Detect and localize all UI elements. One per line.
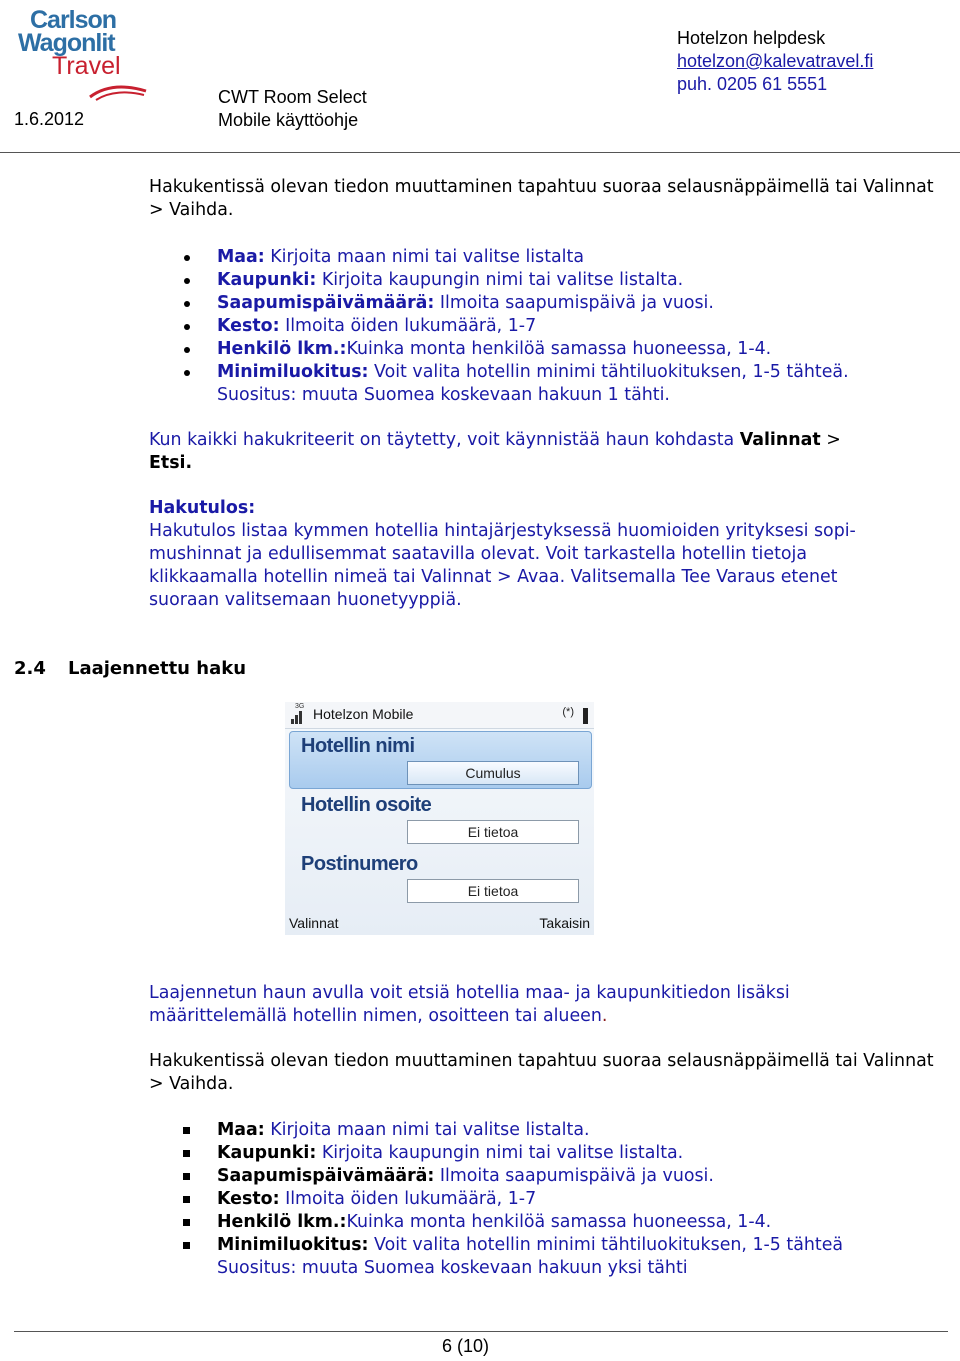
intro-change-info: Hakukentissä olevan tiedon muuttaminen tapahtuu suoraa selausnäppäimellä tai Valinnat > Vaihda. xyxy=(149,177,934,220)
logo-line-3: Travel xyxy=(52,52,121,80)
phone-status-bar xyxy=(285,702,594,729)
hotel-name-field[interactable]: Cumulus xyxy=(407,761,579,785)
document-date: 1.6.2012 xyxy=(14,109,85,129)
logo-line-2: Wagonlit xyxy=(18,29,115,57)
field-label-hotel-address: Hotellin osoite xyxy=(301,794,432,816)
list-item: Maa: Kirjoita maan nimi tai valitse listalta xyxy=(149,246,939,269)
results-heading: Hakutulos: xyxy=(149,498,256,518)
helpdesk-title: Hotelzon helpdesk xyxy=(677,28,826,48)
extended-criteria-list xyxy=(149,1119,939,1280)
helpdesk-phone: puh. 0205 61 5551 xyxy=(677,74,828,94)
softkey-back[interactable]: Takaisin xyxy=(539,915,590,931)
phone-app-title: Hotelzon Mobile xyxy=(313,706,414,722)
helpdesk-block xyxy=(677,27,873,96)
list-item: Henkilö lkm.:Kuinka monta henkilöä samassa huoneessa, 1-4. xyxy=(149,338,939,361)
section-heading xyxy=(14,658,246,679)
results-line-4: suoraan valitsemaan huonetyyppiä. xyxy=(149,590,462,610)
results-line-3: klikkaamalla hotellin nimeä tai Valinnat > Avaa. Valitsemalla Tee Varaus etenet xyxy=(149,567,838,587)
field-label-postal-code: Postinumero xyxy=(301,853,418,875)
list-item: Minimiluokitus: Voit valita hotellin minimi tähtiluokituksen, 1-5 tähteä. Suositus: muuta Suomea koskevaan hakuun 1 tähti. xyxy=(149,361,939,407)
list-item: Saapumispäivämäärä: Ilmoita saapumispäivä ja vuosi. xyxy=(149,292,939,315)
list-item: Kesto: Ilmoita öiden lukumäärä, 1-7 xyxy=(149,315,939,338)
logo-swoosh-icon xyxy=(88,81,148,101)
list-item: Kaupunki: Kirjoita kaupungin nimi tai valitse listalta. xyxy=(149,269,939,292)
postal-code-field[interactable]: Ei tietoa xyxy=(407,879,579,903)
list-item: Maa: Kirjoita maan nimi tai valitse listalta. xyxy=(149,1119,939,1142)
section-title: Laajennettu haku xyxy=(68,658,247,679)
extended-change-info: Hakukentissä olevan tiedon muuttaminen tapahtuu suoraa selausnäppäimellä tai Valinnat > Vaihda. xyxy=(149,1051,934,1094)
softkey-options[interactable]: Valinnat xyxy=(289,915,339,931)
battery-icon xyxy=(583,708,588,724)
field-label-hotel-name: Hotellin nimi xyxy=(301,735,415,757)
network-indicator: 3G xyxy=(295,703,305,710)
section-number: 2.4 xyxy=(14,658,46,679)
extended-description: Laajennetun haun avulla voit etsiä hotellia maa- ja kaupunkitiedon lisäksi määrittelemällä hotellin nimen, osoitteen tai alueen. xyxy=(149,983,790,1026)
list-item: Minimiluokitus: Voit valita hotellin minimi tähtiluokituksen, 1-5 tähteä Suositus: muuta Suomea koskevaan hakuun yksi tähti xyxy=(149,1234,939,1280)
list-item: Henkilö lkm.:Kuinka monta henkilöä samassa huoneessa, 1-4. xyxy=(149,1211,939,1234)
footer-divider xyxy=(14,1331,948,1332)
list-item: Kesto: Ilmoita öiden lukumäärä, 1-7 xyxy=(149,1188,939,1211)
document-title-block xyxy=(218,86,367,132)
page-number: 6 (10) xyxy=(442,1336,490,1356)
bluetooth-icon: (*) xyxy=(562,706,574,718)
intro-criteria-list xyxy=(149,246,939,407)
intro-start-search: Kun kaikki hakukriteerit on täytetty, voit käynnistää haun kohdasta Valinnat > Etsi. xyxy=(149,430,841,473)
header-divider xyxy=(0,152,960,153)
document-title: CWT Room Select xyxy=(218,87,367,107)
list-item: Kaupunki: Kirjoita kaupungin nimi tai valitse listalta. xyxy=(149,1142,939,1165)
results-line-2: mushinnat ja edullisemmat saatavilla olevat. Voit tarkastella hotellin tietoja xyxy=(149,544,808,564)
company-logo xyxy=(18,8,138,98)
list-item: Saapumispäivämäärä: Ilmoita saapumispäivä ja vuosi. xyxy=(149,1165,939,1188)
intro-recommendation: Suositus: muuta Suomea koskevaan hakuun 1 tähti. xyxy=(217,385,670,405)
phone-screenshot xyxy=(285,702,594,935)
helpdesk-email-link[interactable]: hotelzon@kalevatravel.fi xyxy=(677,51,874,71)
document-subtitle: Mobile käyttöohje xyxy=(218,110,359,130)
extended-recommendation: Suositus: muuta Suomea koskevaan hakuun yksi tähti xyxy=(217,1258,688,1278)
results-line-1: Hakutulos listaa kymmen hotellia hintajärjestyksessä huomioiden yrityksesi sopi- xyxy=(149,521,856,541)
logo-line-1: Carlson xyxy=(30,6,117,34)
results-block xyxy=(149,497,939,612)
hotel-address-field[interactable]: Ei tietoa xyxy=(407,820,579,844)
